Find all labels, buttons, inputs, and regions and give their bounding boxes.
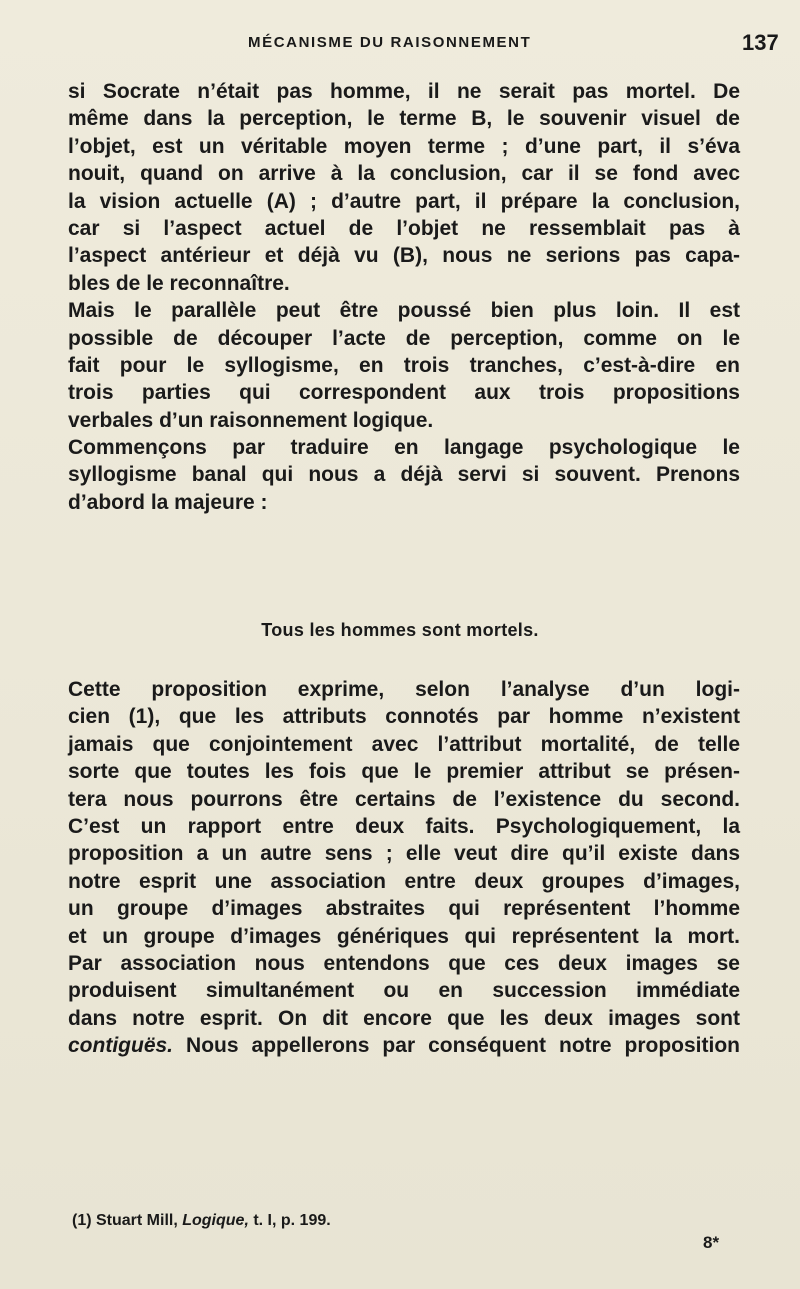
text-line: nouit, quand on arrive à la conclusion, car il se fond avec [68, 162, 740, 186]
text-line: jamais que conjointement avec l’attribut mortalité, de telle [68, 732, 740, 756]
footnote [72, 1212, 331, 1230]
text-line: et un groupe d’images génériques qui représentent la mort. [68, 924, 740, 948]
text-line [68, 1032, 740, 1059]
text-line: même dans la perception, le terme B, le souvenir visuel de [68, 107, 740, 131]
text-line: fait pour le syllogisme, en trois tranches, c’est-à-dire en [68, 353, 740, 377]
footnote-marker: (1) Stuart Mill, [72, 1212, 178, 1229]
upper-text-block [68, 78, 740, 516]
footnote-reference: t. I, p. 199. [248, 1212, 331, 1229]
text-line: l’objet, est un véritable moyen terme ; d’une part, il s’éva [68, 134, 740, 158]
text-fragment: Nous appellerons par conséquent notre proposition [173, 1034, 740, 1058]
text-line: Commençons par traduire en langage psychologique le [68, 436, 740, 460]
text-line: C’est un rapport entre deux faits. Psychologiquement, la [68, 814, 740, 838]
signature-mark: 8* [703, 1233, 720, 1252]
text-line: notre esprit une association entre deux groupes d’images, [68, 869, 740, 893]
text-line: si Socrate n’était pas homme, il ne serait pas mortel. De [68, 80, 740, 103]
text-line: l’aspect antérieur et déjà vu (B), nous ne serions pas capa- [68, 244, 740, 268]
text-line: Cette proposition exprime, selon l’analyse d’un logi- [68, 678, 740, 701]
text-line: Mais le parallèle peut être poussé bien plus loin. Il est [68, 299, 740, 323]
page-header [0, 30, 800, 60]
running-head: MÉCANISME DU RAISONNEMENT [248, 34, 532, 51]
text-line: syllogisme banal qui nous a déjà servi si souvent. Prenons [68, 463, 740, 487]
centered-proposition: Tous les hommes sont mortels. [261, 620, 539, 640]
footnote-title: Logique, [182, 1212, 249, 1229]
text-line: la vision actuelle (A) ; d’autre part, il prépare la conclusion, [68, 189, 740, 213]
text-line: tera nous pourrons être certains de l’existence du second. [68, 787, 740, 811]
paragraph-2 [68, 297, 740, 434]
text-line: proposition a un autre sens ; elle veut dire qu’il existe dans [68, 842, 740, 866]
paragraph-4 [68, 676, 740, 1059]
text-line: sorte que toutes les fois que le premier attribut se présen- [68, 760, 740, 784]
text-line: un groupe d’images abstraites qui représentent l’homme [68, 897, 740, 921]
text-line: possible de découper l’acte de perception, comme on le [68, 326, 740, 350]
paragraph-1 [68, 78, 740, 297]
text-line: Par association nous entendons que ces deux images se [68, 951, 740, 975]
page-number: 137 [742, 30, 779, 55]
text-line: d’abord la majeure : [68, 490, 268, 514]
paragraph-3 [68, 434, 740, 516]
text-line: car si l’aspect actuel de l’objet ne ressemblait pas à [68, 216, 740, 240]
text-line: dans notre esprit. On dit encore que les deux images sont [68, 1006, 740, 1030]
text-line: trois parties qui correspondent aux trois propositions [68, 381, 740, 405]
text-line: produisent simultanément ou en succession immédiate [68, 979, 740, 1003]
text-line: cien (1), que les attributs connotés par homme n’existent [68, 705, 740, 729]
italic-word: contiguës. [68, 1034, 174, 1058]
text-line: bles de le reconnaître. [68, 271, 290, 295]
text-line: verbales d’un raisonnement logique. [68, 408, 434, 432]
